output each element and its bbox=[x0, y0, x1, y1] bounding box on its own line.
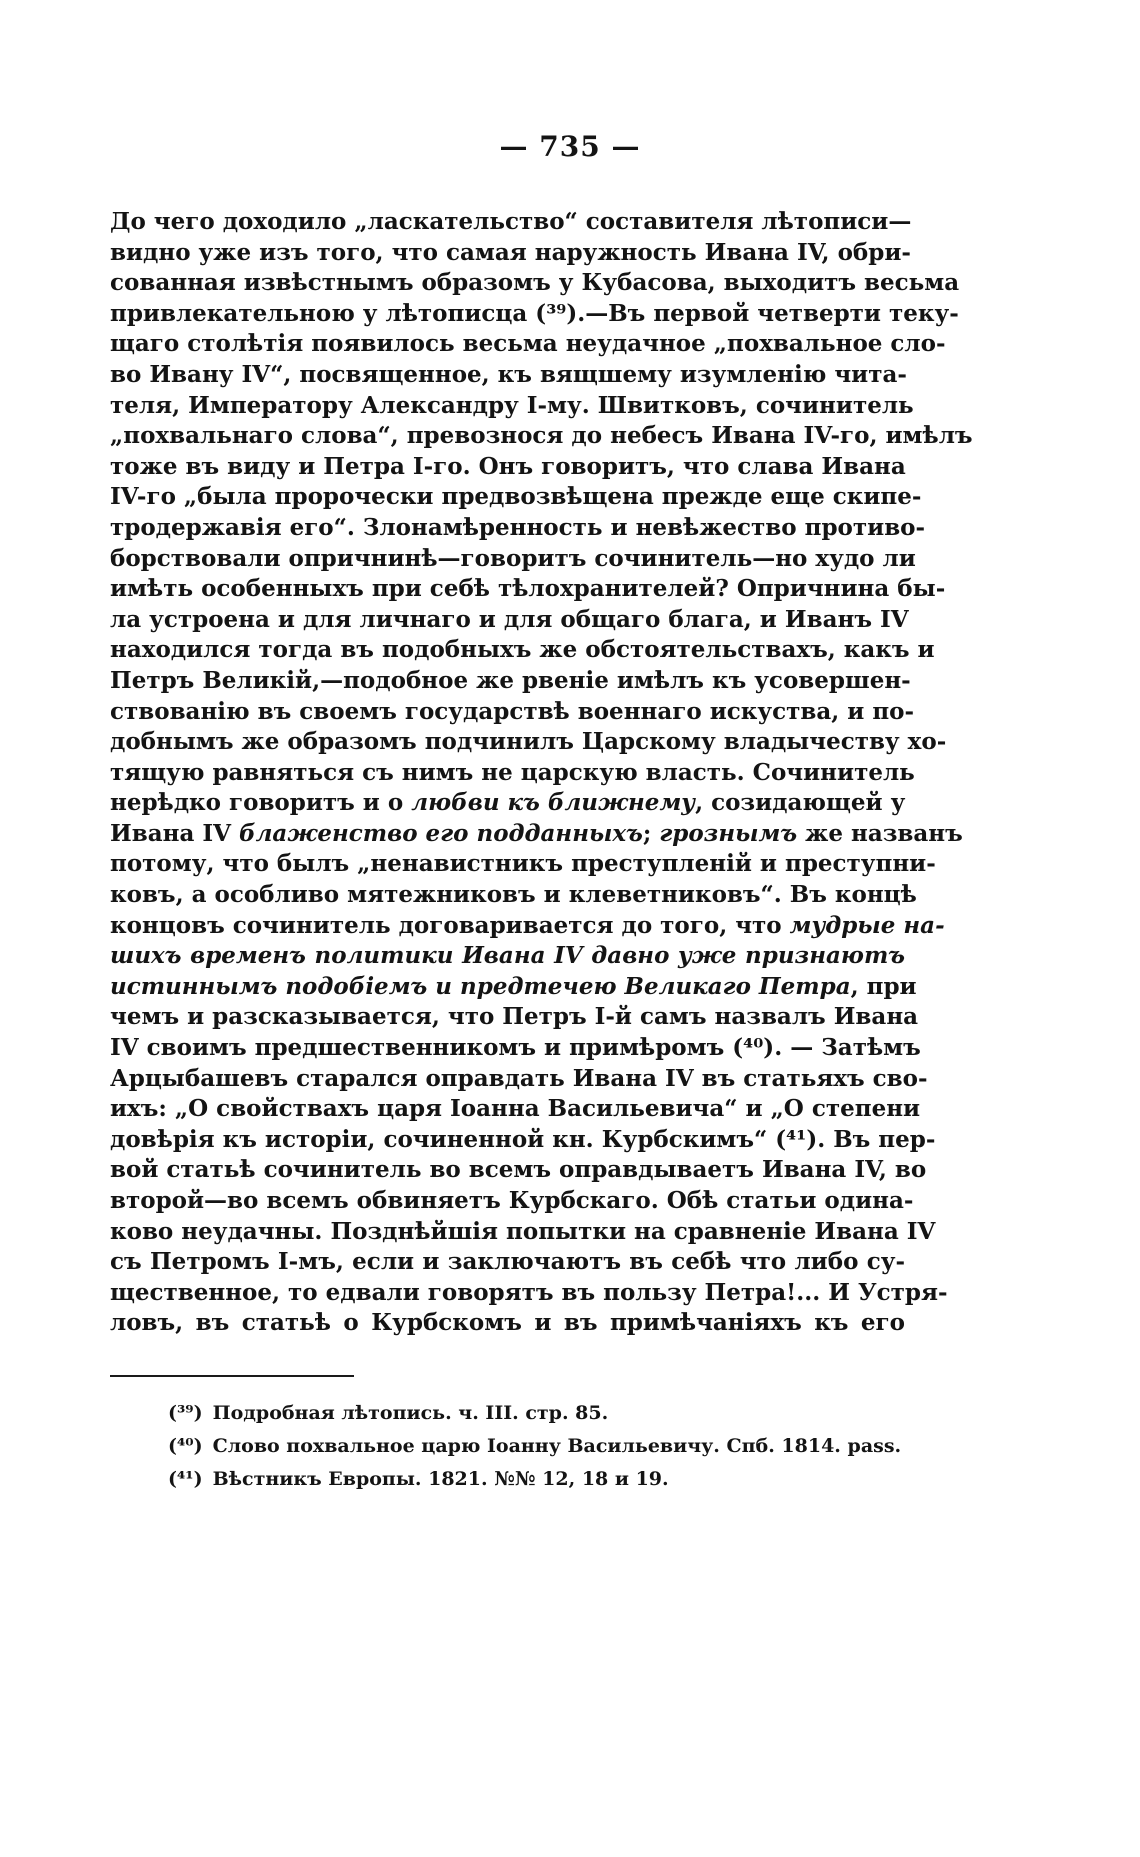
text-segment: До чего доходило „ласкательство“ составителя лѣтописи— bbox=[110, 208, 912, 235]
text-segment: ла устроена и для личнаго и для общаго блага, и Иванъ IV bbox=[110, 605, 909, 633]
text-line bbox=[110, 207, 912, 238]
text-segment: сованная извѣстнымъ образомъ у Кубасова, выходитъ весьма bbox=[110, 269, 960, 297]
footnote bbox=[168, 1463, 928, 1496]
text-line bbox=[110, 605, 909, 636]
text-segment: второй—во всемъ обвиняетъ Курбскаго. Обѣ статьи одина- bbox=[110, 1187, 914, 1214]
footnote-mark: (⁴¹) bbox=[168, 1468, 203, 1490]
text-segment: же названъ bbox=[797, 819, 963, 847]
text-segment: Петръ Великій,—подобное же рвеніе имѣлъ къ усовершен- bbox=[110, 666, 911, 694]
footnote-text: Подробная лѣтопись. ч. III. стр. 85. bbox=[212, 1402, 609, 1424]
footnote bbox=[168, 1430, 928, 1463]
text-segment: съ Петромъ I-мъ, если и заключаютъ въ себѣ что либо су- bbox=[110, 1248, 905, 1276]
text-line bbox=[110, 329, 946, 360]
text-line bbox=[110, 299, 959, 330]
footnote-text: Вѣстникъ Европы. 1821. №№ 12, 18 и 19. bbox=[212, 1468, 669, 1490]
text-segment: , при bbox=[850, 972, 917, 1000]
text-line bbox=[110, 421, 973, 452]
text-line bbox=[110, 849, 936, 880]
text-segment: Арцыбашевъ старался оправдать Ивана IV въ статьяхъ сво- bbox=[110, 1064, 928, 1092]
text-segment: нерѣдко говоритъ и о bbox=[110, 789, 412, 817]
text-line bbox=[110, 727, 947, 758]
text-segment: теля, Императору Александру I-му. Швитковъ, сочинитель bbox=[110, 391, 914, 419]
text-line bbox=[110, 1033, 921, 1064]
text-line bbox=[110, 635, 935, 666]
text-segment: концовъ сочинитель договаривается до того, что bbox=[110, 911, 790, 939]
text-segment: ствованію въ своемъ государствѣ военнаго искуства, и по- bbox=[110, 697, 915, 725]
text-line bbox=[110, 1094, 921, 1125]
text-line bbox=[110, 268, 960, 299]
footnote-mark: (⁴⁰) bbox=[168, 1435, 203, 1457]
text-segment: IV своимъ предшественникомъ и примѣромъ (⁴⁰). — Затѣмъ bbox=[110, 1034, 921, 1062]
footnote-text: Слово похвальное царю Іоанну Васильевичу. Спб. 1814. pass. bbox=[212, 1435, 902, 1457]
text-line bbox=[110, 482, 922, 513]
text-segment: чемъ и разсказывается, что Петръ I-й самъ назвалъ Ивана bbox=[110, 1003, 919, 1031]
text-segment: потому, что былъ „ненавистникъ преступленій и преступни- bbox=[110, 850, 936, 878]
text-line bbox=[110, 544, 916, 575]
text-line bbox=[110, 1155, 927, 1186]
text-segment: ; bbox=[642, 819, 660, 847]
text-line bbox=[110, 911, 945, 942]
text-segment: IV-го „была пророчески предвозвѣщена прежде еще скипе- bbox=[110, 483, 922, 511]
text-line bbox=[110, 972, 917, 1003]
text-segment: Ивана IV bbox=[110, 819, 239, 847]
text-line bbox=[110, 1125, 936, 1156]
text-line bbox=[110, 1308, 905, 1339]
text-line bbox=[110, 819, 963, 850]
footnote-mark: (³⁹) bbox=[168, 1402, 203, 1424]
text-segment: привлекательною у лѣтописца (³⁹).—Въ первой четверти теку- bbox=[110, 299, 959, 327]
text-segment: имѣть особенныхъ при себѣ тѣлохранителей? Опричнина бы- bbox=[110, 575, 946, 603]
text-segment: „похвальнаго слова“, превознося до небесъ Ивана IV-го, имѣлъ bbox=[110, 422, 973, 450]
text-segment: тоже въ виду и Петра I-го. Онъ говоритъ, что слава Ивана bbox=[110, 452, 906, 480]
text-segment: ловъ, въ статьѣ о Курбскомъ и въ примѣчаніяхъ къ его bbox=[110, 1309, 905, 1337]
text-segment: вой статьѣ сочинитель во всемъ оправдываетъ Ивана IV, во bbox=[110, 1156, 927, 1184]
footnotes bbox=[168, 1397, 928, 1496]
text-line bbox=[110, 1002, 919, 1033]
text-line bbox=[110, 1064, 928, 1095]
text-line bbox=[110, 1186, 914, 1217]
text-line bbox=[110, 941, 905, 972]
text-line bbox=[110, 238, 911, 269]
text-segment: , созидающей у bbox=[695, 789, 906, 817]
text-line bbox=[110, 666, 911, 697]
footnote bbox=[168, 1397, 928, 1430]
text-segment: добнымъ же образомъ подчинилъ Царскому владычеству хо- bbox=[110, 728, 947, 756]
text-line bbox=[110, 880, 917, 911]
text-line bbox=[110, 1217, 936, 1248]
text-line bbox=[110, 574, 946, 605]
text-segment: видно уже изъ того, что самая наружность Ивана IV, обри- bbox=[110, 238, 911, 266]
italic-text: шихъ временъ политики Ивана IV давно уже признаютъ bbox=[110, 942, 905, 970]
text-segment: ихъ: „О свойствахъ царя Іоанна Васильевича“ и „О степени bbox=[110, 1095, 921, 1123]
text-line bbox=[110, 513, 926, 544]
text-line bbox=[110, 391, 914, 422]
italic-text: блаженство его подданныхъ bbox=[238, 819, 643, 847]
text-segment: ково неудачны. Позднѣйшія попытки на сравненіе Ивана IV bbox=[110, 1217, 936, 1245]
italic-text: грознымъ bbox=[659, 819, 798, 847]
text-line bbox=[110, 758, 915, 789]
italic-text: истиннымъ подобіемъ и предтечею Великаго Петра bbox=[110, 972, 851, 1000]
text-segment: тящую равняться съ нимъ не царскую власть. Сочинитель bbox=[110, 758, 915, 786]
text-line bbox=[110, 452, 905, 483]
text-segment: тродержавія его“. Злонамѣренность и невѣжество противо- bbox=[110, 513, 926, 541]
italic-text: любви къ ближнему bbox=[411, 789, 696, 817]
text-segment: борствовали опричнинѣ—говоритъ сочинитель—но худо ли bbox=[110, 544, 916, 572]
text-segment: во Ивану IV“, посвященное, къ вящшему изумленію чита- bbox=[110, 360, 907, 388]
text-line bbox=[110, 360, 905, 391]
text-segment: находился тогда въ подобныхъ же обстоятельствахъ, какъ и bbox=[110, 636, 935, 664]
text-line bbox=[110, 788, 905, 819]
page-number: — 735 — bbox=[499, 130, 641, 163]
text-line bbox=[110, 1247, 905, 1278]
text-line bbox=[110, 697, 915, 728]
text-segment: щаго столѣтія появилось весьма неудачное „похвальное сло- bbox=[110, 330, 946, 358]
text-segment: ковъ, а особливо мятежниковъ и клеветниковъ“. Въ концѣ bbox=[110, 881, 917, 909]
italic-text: мудрые на- bbox=[789, 911, 945, 939]
footnote-divider bbox=[110, 1375, 354, 1377]
text-segment: щественное, то едвали говорятъ въ пользу Петра!... И Устря- bbox=[110, 1278, 948, 1306]
text-segment: довѣрія къ исторіи, сочиненной кн. Курбскимъ“ (⁴¹). Въ пер- bbox=[110, 1125, 936, 1153]
text-line bbox=[110, 1278, 948, 1309]
body-text bbox=[110, 207, 973, 1339]
